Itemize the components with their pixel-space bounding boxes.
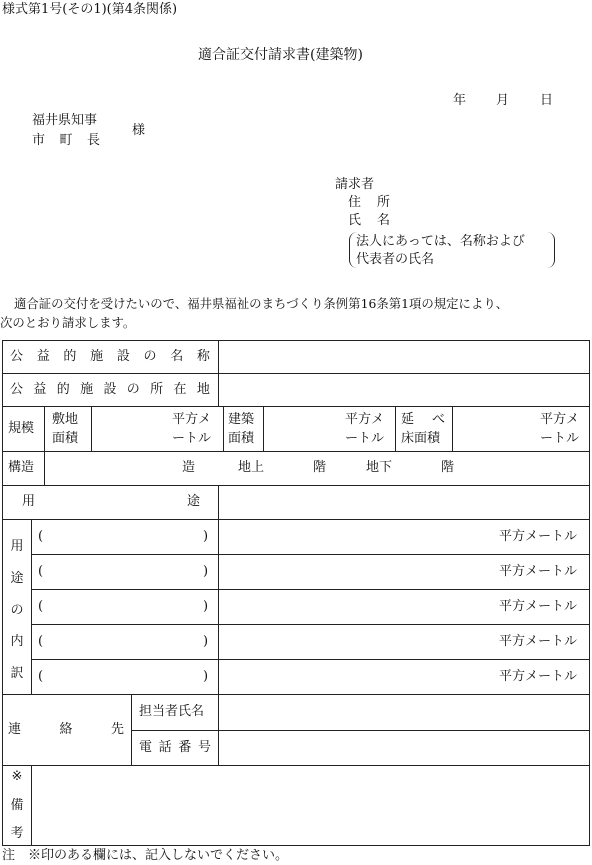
use-breakdown-unit: 平方メートル — [499, 669, 578, 684]
building-area-label-2: 面積 — [228, 431, 255, 446]
use-breakdown-unit: 平方メートル — [499, 529, 578, 544]
date-month: 月 — [496, 93, 510, 108]
building-area-label-1: 建築 — [228, 412, 255, 427]
site-area-unit-1: 平方メ — [172, 412, 212, 427]
phone-label: 電 話 番 号 — [139, 740, 211, 755]
corp-note-line1: 法人にあっては、名称および — [356, 234, 525, 249]
use-label: 用 途 — [22, 494, 200, 509]
person-in-charge-field[interactable] — [220, 696, 587, 728]
paren-open: ( — [38, 564, 44, 579]
addressee-honorific: 様 — [132, 123, 146, 138]
facility-location-label: 公 益 的 施 設 の 所 在 地 — [10, 382, 210, 397]
building-area-unit-1: 平方メ — [345, 412, 385, 427]
contact-label: 連 絡 先 — [8, 722, 124, 737]
building-area-unit-2: ートル — [345, 431, 385, 446]
use-breakdown-label: 用 途 の 内 訳 — [10, 539, 24, 681]
form-number: 様式第1号(その1)(第4条関係) — [2, 2, 178, 17]
date-day: 日 — [540, 93, 554, 108]
date-year: 年 — [453, 93, 467, 108]
site-area-label-2: 面積 — [52, 431, 79, 446]
request-text-1: 適合証の交付を受けたいので、福井県福祉のまちづくり条例第16条第1項の規定により、 — [14, 296, 509, 311]
structure-label: 構造 — [8, 460, 35, 475]
facility-location-field[interactable] — [220, 375, 587, 404]
request-text-2: 次のとおり請求します。 — [0, 315, 136, 330]
remarks-label: ※ 備 考 — [10, 769, 24, 841]
floor-area-label-1: 延 べ — [401, 412, 445, 427]
page-title: 適合証交付請求書(建築物) — [198, 47, 363, 63]
use-field[interactable] — [220, 487, 587, 517]
site-area-label-1: 敷地 — [52, 412, 79, 427]
person-in-charge-label: 担当者氏名 — [139, 704, 205, 719]
addressee-mayor: 市 町 長 — [32, 133, 100, 148]
above-ground-floor-suffix: 階 — [313, 460, 327, 475]
paren-close: ) — [203, 529, 209, 544]
floor-area-unit-2: ートル — [540, 431, 580, 446]
applicant-label: 請求者 — [335, 177, 375, 192]
applicant-name-label: 氏 名 — [348, 213, 390, 228]
use-breakdown-unit: 平方メートル — [499, 599, 578, 614]
paren-close: ) — [203, 634, 209, 649]
use-breakdown-unit: 平方メートル — [499, 564, 578, 579]
paren-open: ( — [38, 634, 44, 649]
phone-field[interactable] — [220, 732, 587, 764]
paren-close: ) — [203, 669, 209, 684]
applicant-address-label: 住 所 — [348, 195, 390, 210]
below-ground-floor-suffix: 階 — [441, 460, 455, 475]
corp-note-line2: 代表者の氏名 — [356, 252, 435, 267]
paren-close: ) — [203, 599, 209, 614]
floor-area-label-2: 床面積 — [401, 431, 441, 446]
site-area-unit-2: ートル — [172, 431, 212, 446]
floor-area-unit-1: 平方メ — [540, 412, 580, 427]
facility-name-label: 公 益 的 施 設 の 名 称 — [10, 349, 210, 364]
above-ground-label: 地上 — [238, 460, 265, 475]
use-breakdown-unit: 平方メートル — [499, 634, 578, 649]
addressee-governor: 福井県知事 — [32, 113, 98, 128]
paren-open: ( — [38, 529, 44, 544]
below-ground-label: 地下 — [366, 460, 393, 475]
facility-name-field[interactable] — [220, 342, 587, 371]
scale-label: 規模 — [8, 421, 35, 436]
paren-open: ( — [38, 669, 44, 684]
structure-type-suffix: 造 — [182, 460, 196, 475]
paren-open: ( — [38, 599, 44, 614]
footer-note: 注 ※印のある欄には、記入しないでください。 — [2, 848, 289, 863]
paren-close: ) — [203, 564, 209, 579]
